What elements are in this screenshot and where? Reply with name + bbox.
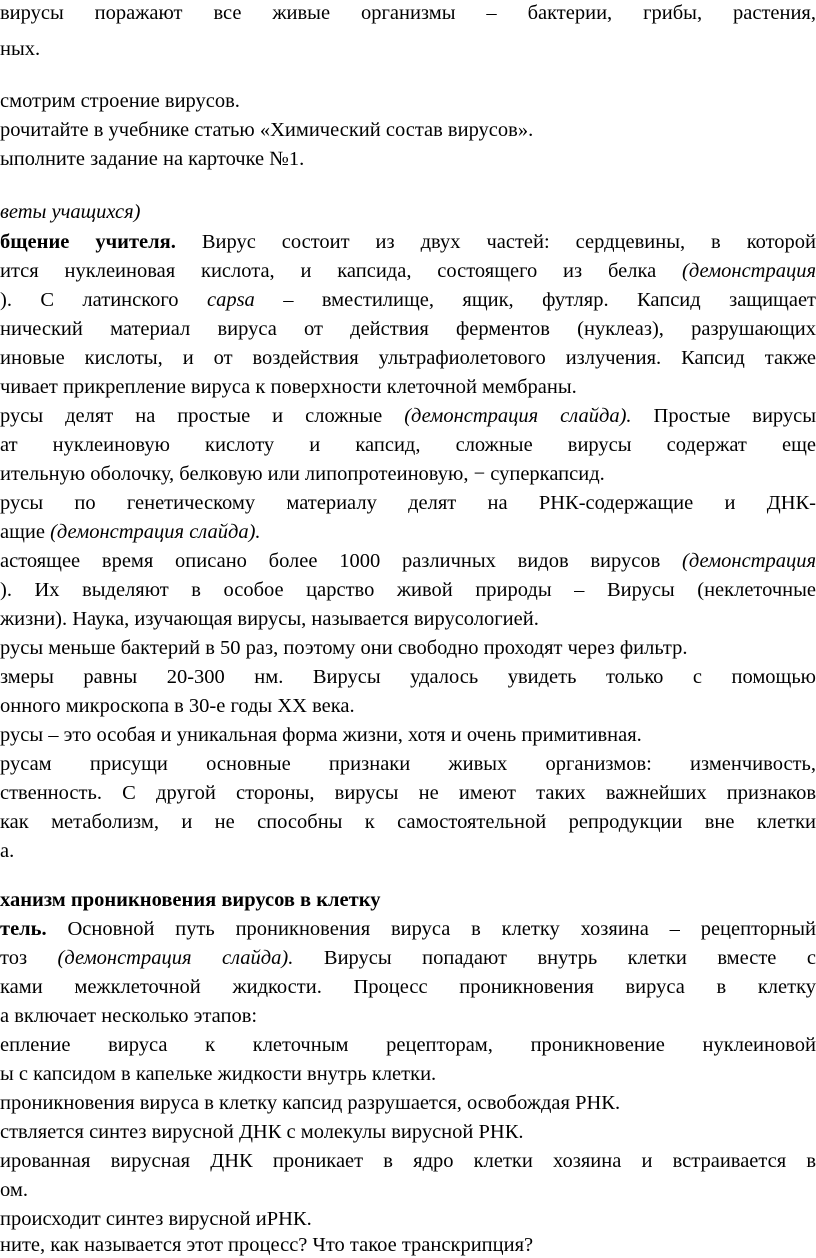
text-line: тоз (демонстрация слайда). Вирусы попадают внутрь клетки вместе с	[0, 947, 816, 969]
text-line: ат нуклеиновую кислоту и капсид, сложные вирусы содержат еще	[0, 434, 816, 456]
text-line: а включает несколько этапов:	[0, 1005, 258, 1027]
text-line: рочитайте в учебнике статью «Химический состав вирусов».	[0, 119, 534, 141]
text-line: бщение учителя. Вирус состоит из двух частей: сердцевины, в которой	[0, 231, 816, 253]
text-line: веты учащихся)	[0, 201, 141, 223]
text-line: ственность. С другой стороны, вирусы не имеют таких важнейших признаков	[0, 782, 816, 804]
text-line: ками межклеточной жидкости. Процесс проникновения вируса в клетку	[0, 976, 816, 998]
text-line: русы по генетическому материалу делят на РНК-содержащие и ДНК-	[0, 492, 816, 514]
text-line: русы делят на простые и сложные (демонстрация слайда). Простые вирусы	[0, 405, 816, 427]
text-line: ительную оболочку, белковую или липопротеиновую, − суперкапсид.	[0, 463, 605, 485]
text-line: ). Их выделяют в особое царство живой природы – Вирусы (неклеточные	[0, 579, 816, 601]
text-line: русы меньше бактерий в 50 раз, поэтому они свободно проходят через фильтр.	[0, 637, 688, 659]
text-line: ). С латинского capsa – вместилище, ящик, футляр. Капсид защищает	[0, 289, 816, 311]
text-line: смотрим строение вирусов.	[0, 90, 240, 112]
text-line: иновые кислоты, и от воздействия ультрафиолетового излучения. Капсид также	[0, 347, 816, 369]
text-line: ированная вирусная ДНК проникает в ядро клетки хозяина и встраивается в	[0, 1150, 816, 1172]
text-line: нический материал вируса от действия ферментов (нуклеаз), разрушающих	[0, 318, 816, 340]
text-line: астоящее время описано более 1000 различных видов вирусов (демонстрация	[0, 550, 816, 572]
text-line: ствляется синтез вирусной ДНК с молекулы вирусной РНК.	[0, 1121, 524, 1143]
text-line: а.	[0, 840, 15, 862]
text-line: ните, как называется этот процесс? Что такое транскрипция?	[0, 1234, 534, 1256]
text-line: тель. Основной путь проникновения вируса в клетку хозяина – рецепторный	[0, 918, 816, 940]
text-line: проникновения вируса в клетку капсид разрушается, освобождая РНК.	[0, 1092, 621, 1114]
text-line: происходит синтез вирусной иРНК.	[0, 1208, 312, 1230]
text-line: чивает прикрепление вируса к поверхности клеточной мембраны.	[0, 376, 577, 398]
text-line: епление вируса к клеточным рецепторам, проникновение нуклеиновой	[0, 1034, 816, 1056]
text-line: ных.	[0, 38, 41, 60]
text-line: ащие (демонстрация слайда).	[0, 521, 261, 543]
section-heading: ханизм проникновения вирусов в клетку	[0, 889, 381, 911]
text-line: русам присущи основные признаки живых организмов: изменчивость,	[0, 753, 816, 775]
text-line: как метаболизм, и не способны к самостоятельной репродукции вне клетки	[0, 811, 816, 833]
text-line: вирусы поражают все живые организмы – бактерии, грибы, растения,	[0, 2, 816, 24]
text-line: русы – это особая и уникальная форма жизни, хотя и очень примитивная.	[0, 724, 642, 746]
text-line: ом.	[0, 1179, 28, 1201]
text-line: ится нуклеиновая кислота, и капсида, состоящего из белка (демонстрация	[0, 260, 816, 282]
text-line: ыполните задание на карточке №1.	[0, 148, 305, 170]
text-line: ы с капсидом в капельке жидкости внутрь клетки.	[0, 1063, 437, 1085]
text-line: жизни). Наука, изучающая вирусы, называется вирусологией.	[0, 608, 539, 630]
text-line: онного микроскопа в 30-е годы XX века.	[0, 695, 355, 717]
text-line: змеры равны 20-300 нм. Вирусы удалось увидеть только с помощью	[0, 666, 816, 688]
